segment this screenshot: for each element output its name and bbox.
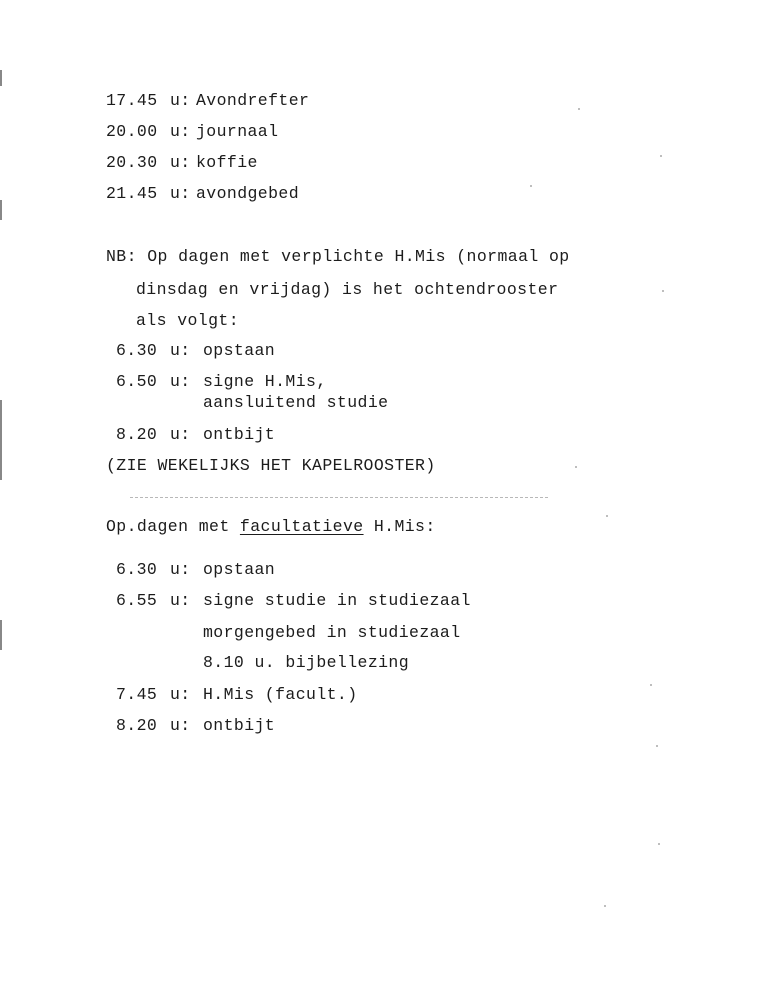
row-time: 8.20 [116, 425, 158, 444]
facultative-heading [106, 516, 436, 538]
row-separator: u: [170, 560, 191, 579]
schedule-row [106, 90, 309, 112]
scan-mark [0, 200, 2, 220]
scan-speck [656, 745, 658, 747]
scan-speck [575, 466, 577, 468]
row-activity: signe H.Mis, [203, 372, 327, 391]
schedule-row [116, 684, 358, 706]
schedule-row [116, 590, 471, 612]
scan-speck [530, 185, 532, 187]
heading-underlined-word: facultatieve [239, 517, 364, 536]
row-separator: u: [170, 153, 191, 172]
schedule-row [116, 715, 275, 737]
row-time: 17.45 [106, 91, 158, 110]
scan-speck [578, 108, 580, 110]
row-time: 7.45 [116, 685, 158, 704]
schedule-row [106, 183, 299, 205]
row-activity: opstaan [203, 341, 276, 360]
row-separator: u: [170, 122, 191, 141]
row-activity: Avondrefter [196, 91, 310, 110]
row-activity: koffie [196, 153, 258, 172]
row-time: 6.30 [116, 341, 158, 360]
row-separator: u: [170, 91, 191, 110]
row-separator: u: [170, 716, 191, 735]
schedule-row [116, 424, 275, 446]
row-separator: u: [170, 425, 191, 444]
row-activity: opstaan [203, 560, 276, 579]
row-time: 6.55 [116, 591, 158, 610]
note-line-1: NB: Op dagen met verplichte H.Mis (normaal op [106, 247, 570, 266]
note-line-2: dinsdag en vrijdag) is het ochtendrooster [136, 280, 559, 299]
scan-speck [604, 905, 606, 907]
row-activity: journaal [196, 122, 279, 141]
heading-suffix: H.Mis: [363, 517, 436, 536]
row-separator: u: [170, 591, 191, 610]
schedule-row [116, 371, 327, 393]
row-separator: u: [170, 685, 191, 704]
kapel-note: (ZIE WEKELIJKS HET KAPELROOSTER) [106, 456, 436, 475]
heading-prefix: Op.dagen met [106, 517, 240, 536]
row-activity: avondgebed [196, 184, 300, 203]
row-time: 21.45 [106, 184, 158, 203]
row-activity: ontbijt [203, 425, 276, 444]
row-separator: u: [170, 184, 191, 203]
divider-line [130, 497, 548, 498]
row-separator: u: [170, 372, 191, 391]
scan-speck [650, 684, 652, 686]
row-time: 20.30 [106, 153, 158, 172]
note-line-3: als volgt: [136, 311, 240, 330]
scan-speck [658, 843, 660, 845]
scan-mark [0, 70, 2, 86]
row-activity: H.Mis (facult.) [203, 685, 358, 704]
row-time: 6.30 [116, 560, 158, 579]
schedule-row [116, 340, 275, 362]
scan-speck [660, 155, 662, 157]
row-time: 20.00 [106, 122, 158, 141]
row-activity: ontbijt [203, 716, 276, 735]
row-separator: u: [170, 341, 191, 360]
scan-mark [0, 400, 2, 480]
scan-speck [662, 290, 664, 292]
schedule-row [116, 559, 275, 581]
row-activity: signe studie in studiezaal [203, 591, 471, 610]
scan-mark [0, 620, 2, 650]
row-continuation: morgengebed in studiezaal [203, 623, 461, 642]
scan-speck [606, 515, 608, 517]
schedule-row [106, 121, 278, 143]
row-continuation: aansluitend studie [203, 393, 389, 412]
schedule-row [106, 152, 258, 174]
row-continuation: 8.10 u. bijbellezing [203, 653, 410, 672]
row-time: 6.50 [116, 372, 158, 391]
row-time: 8.20 [116, 716, 158, 735]
